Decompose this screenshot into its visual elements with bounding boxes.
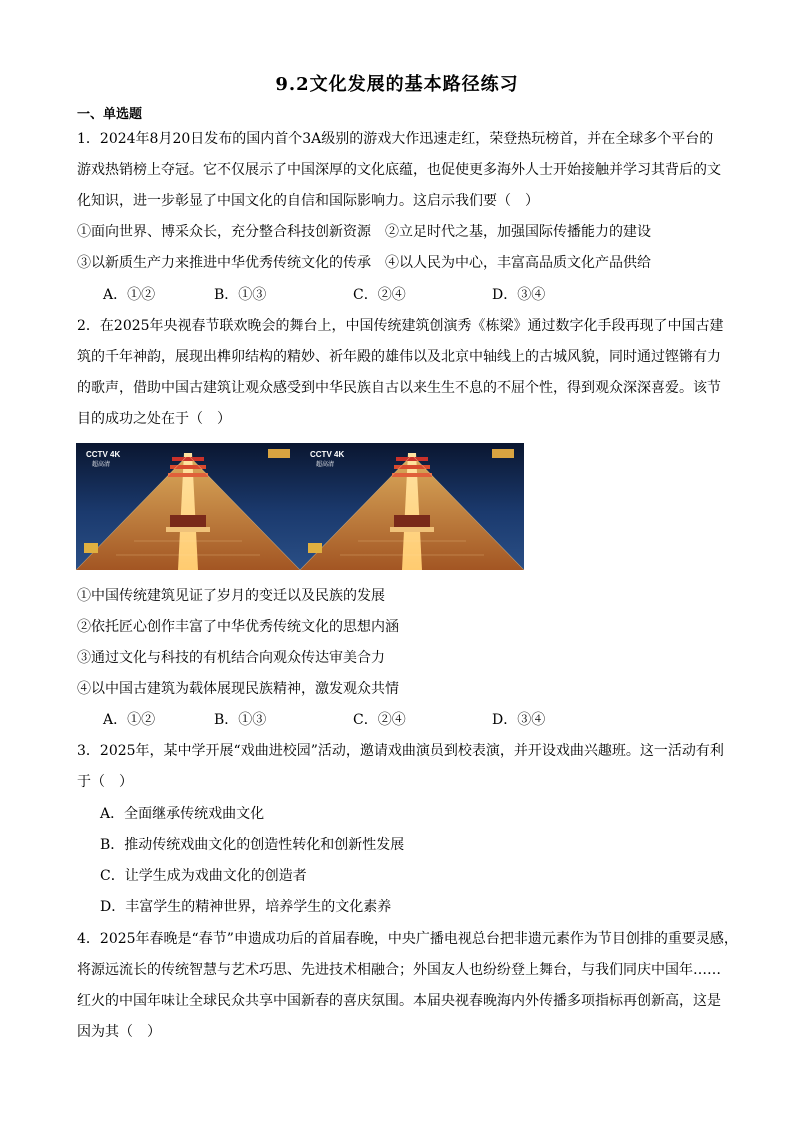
q2-item-4: ④以中国古建筑为载体展现民族精神，激发观众共情	[77, 681, 399, 697]
q4-line-2: 将源远流长的传统智慧与艺术巧思、先进技术相融合；外国友人也纷纷登上舞台，与我们同庆中国年……	[77, 962, 721, 978]
q1-item-1: ①面向世界、博采众长，充分整合科技创新资源 ②立足时代之基，加强国际传播能力的建设	[77, 224, 651, 240]
q1-line-3: 化知识，进一步彰显了中国文化的自信和国际影响力。这启示我们要（ ）	[77, 193, 539, 209]
q1-option-b[interactable]: B．①③	[214, 287, 267, 303]
q3-option-a[interactable]: A．全面继承传统戏曲文化	[100, 806, 265, 822]
q2-item-1: ①中国传统建筑见证了岁月的变迁以及民族的发展	[77, 588, 385, 604]
q4-line-3: 红火的中国年味让全球民众共享中国新春的喜庆氛围。本届央视春晚海内外传播多项指标再创新高，这是	[77, 993, 721, 1009]
emblem-right	[308, 543, 322, 553]
q1-option-a[interactable]: A．①②	[103, 287, 156, 303]
q2-line-4: 目的成功之处在于（ ）	[77, 411, 231, 427]
q3-option-d[interactable]: D．丰富学生的精神世界，培养学生的文化素养	[100, 899, 392, 915]
corner-badge-left	[268, 449, 290, 458]
q2-option-c[interactable]: C．②④	[353, 712, 406, 728]
q3-line-2: 于（ ）	[77, 774, 133, 790]
q2-option-d[interactable]: D．③④	[492, 712, 546, 728]
q2-item-2: ②依托匠心创作丰富了中华优秀传统文化的思想内涵	[77, 619, 399, 635]
cctv-logo-right: CCTV 4K	[310, 450, 345, 459]
q2-line-1: 2．在2025年央视春节联欢晚会的舞台上，中国传统建筑创演秀《栋梁》通过数字化手段再现了中国古建	[77, 318, 724, 334]
q1-option-d[interactable]: D．③④	[492, 287, 546, 303]
q2-line-3: 的歌声，借助中国古建筑让观众感受到中华民族自古以来生生不息的不屈个性，得到观众深深喜爱。该节	[77, 380, 721, 396]
q4-line-1: 4．2025年春晚是“春节”申遗成功后的首届春晚，中央广播电视总台把非遗元素作为节目创排的重要灵感，	[77, 931, 738, 947]
q2-line-2: 筑的千年神韵，展现出榫卯结构的精妙、祈年殿的雄伟以及北京中轴线上的古城风貌，同时通过铿锵有力	[77, 349, 721, 365]
q2-option-b[interactable]: B．①③	[214, 712, 267, 728]
emblem-left	[84, 543, 98, 553]
cctv-logo-right-sub: 超高清	[316, 461, 335, 468]
q1-line-1: 1．2024年8月20日发布的国内首个3A级别的游戏大作迅速走红，荣登热玩榜首，并在全球多个平台的	[77, 131, 714, 147]
q3-option-b[interactable]: B．推动传统戏曲文化的创造性转化和创新性发展	[100, 837, 405, 853]
q4-line-4: 因为其（ ）	[77, 1024, 161, 1040]
q2-option-a[interactable]: A．①②	[103, 712, 156, 728]
q3-option-c[interactable]: C．让学生成为戏曲文化的创造者	[100, 868, 307, 884]
q1-item-2: ③以新质生产力来推进中华优秀传统文化的传承 ④以人民为中心，丰富高品质文化产品供给	[77, 255, 651, 271]
section-heading: 一、单选题	[77, 107, 143, 122]
q3-line-1: 3．2025年，某中学开展“戏曲进校园”活动，邀请戏曲演员到校表演，并开设戏曲兴趣班。这一活动有利	[77, 743, 724, 759]
page-title: 9.2文化发展的基本路径练习	[275, 74, 519, 95]
stage-performance-image	[76, 443, 524, 570]
corner-badge-right	[492, 449, 514, 458]
cctv-logo-left: CCTV 4K	[86, 450, 121, 459]
q1-line-2: 游戏热销榜上夺冠。它不仅展示了中国深厚的文化底蕴，也促使更多海外人士开始接触并学习其背后的文	[77, 162, 721, 178]
q2-item-3: ③通过文化与科技的有机结合向观众传达审美合力	[77, 650, 385, 666]
q1-option-c[interactable]: C．②④	[353, 287, 406, 303]
cctv-logo-left-sub: 超高清	[92, 461, 111, 468]
